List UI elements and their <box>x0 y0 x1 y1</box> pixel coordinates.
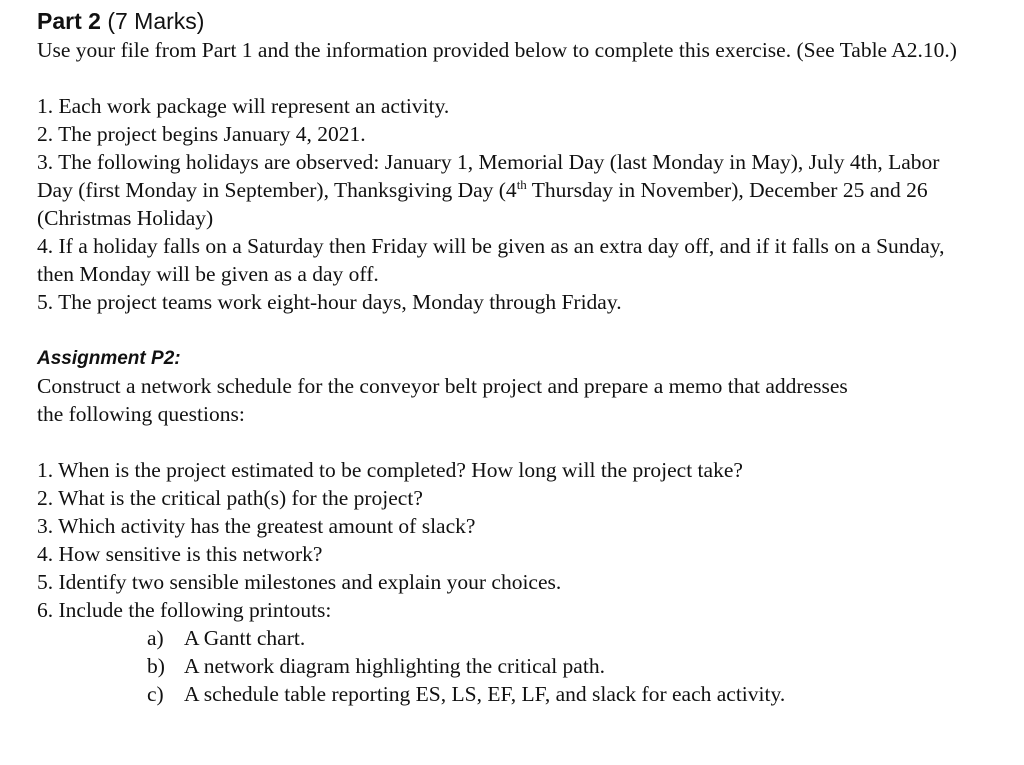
part-label: Part 2 <box>37 8 101 34</box>
printout-c-text: A schedule table reporting ES, LS, EF, LF, and slack for each activity. <box>184 682 786 706</box>
printout-b <box>37 652 997 680</box>
spacer <box>37 428 997 456</box>
spacer <box>37 316 997 346</box>
printout-a-label: a) <box>147 626 164 650</box>
question-6: 6. Include the following printouts: <box>37 598 332 622</box>
assignment-title: Assignment P2: <box>37 348 181 369</box>
question-2: 2. What is the critical path(s) for the project? <box>37 486 423 510</box>
printout-c-label: c) <box>147 682 164 706</box>
question-1: 1. When is the project estimated to be completed? How long will the project take? <box>37 458 743 482</box>
rule-3-post: Thursday in November), December 25 and 26 (Christmas Holiday) <box>37 178 928 230</box>
printout-a <box>37 624 997 652</box>
question-4: 4. How sensitive is this network? <box>37 542 323 566</box>
rules-list <box>37 92 962 316</box>
printout-c <box>37 680 997 708</box>
assignment-intro: Construct a network schedule for the conveyor belt project and prepare a memo that addresses the following questions: <box>37 374 848 426</box>
printout-b-text: A network diagram highlighting the critical path. <box>184 654 605 678</box>
question-3: 3. Which activity has the greatest amount of slack? <box>37 514 476 538</box>
printout-b-label: b) <box>147 654 165 678</box>
rule-2: 2. The project begins January 4, 2021. <box>37 122 366 146</box>
printout-a-text: A Gantt chart. <box>184 626 306 650</box>
question-5: 5. Identify two sensible milestones and explain your choices. <box>37 570 562 594</box>
rule-4: 4. If a holiday falls on a Saturday then Friday will be given as an extra day off, and if it falls on a Sunday, then Monday will be given as a day off. <box>37 234 945 286</box>
part-heading <box>37 6 997 36</box>
printouts-list <box>37 624 997 708</box>
rule-3-pre: 3. The following holidays are observed: January 1, Memorial Day (last Monday in May), July 4th, Labor Day (first Monday in September), Thanksgiving Day (4 <box>37 150 940 202</box>
spacer <box>37 64 997 92</box>
document-page <box>37 6 997 708</box>
rule-3-sup: th <box>516 176 527 192</box>
part-marks: (7 Marks) <box>107 8 205 34</box>
part-intro: Use your file from Part 1 and the information provided below to complete this exercise. (See Table A2.10.) <box>37 38 957 62</box>
questions-list <box>37 456 997 624</box>
rule-1: 1. Each work package will represent an activity. <box>37 94 450 118</box>
rule-3 <box>37 148 962 232</box>
rule-5: 5. The project teams work eight-hour days, Monday through Friday. <box>37 290 622 314</box>
